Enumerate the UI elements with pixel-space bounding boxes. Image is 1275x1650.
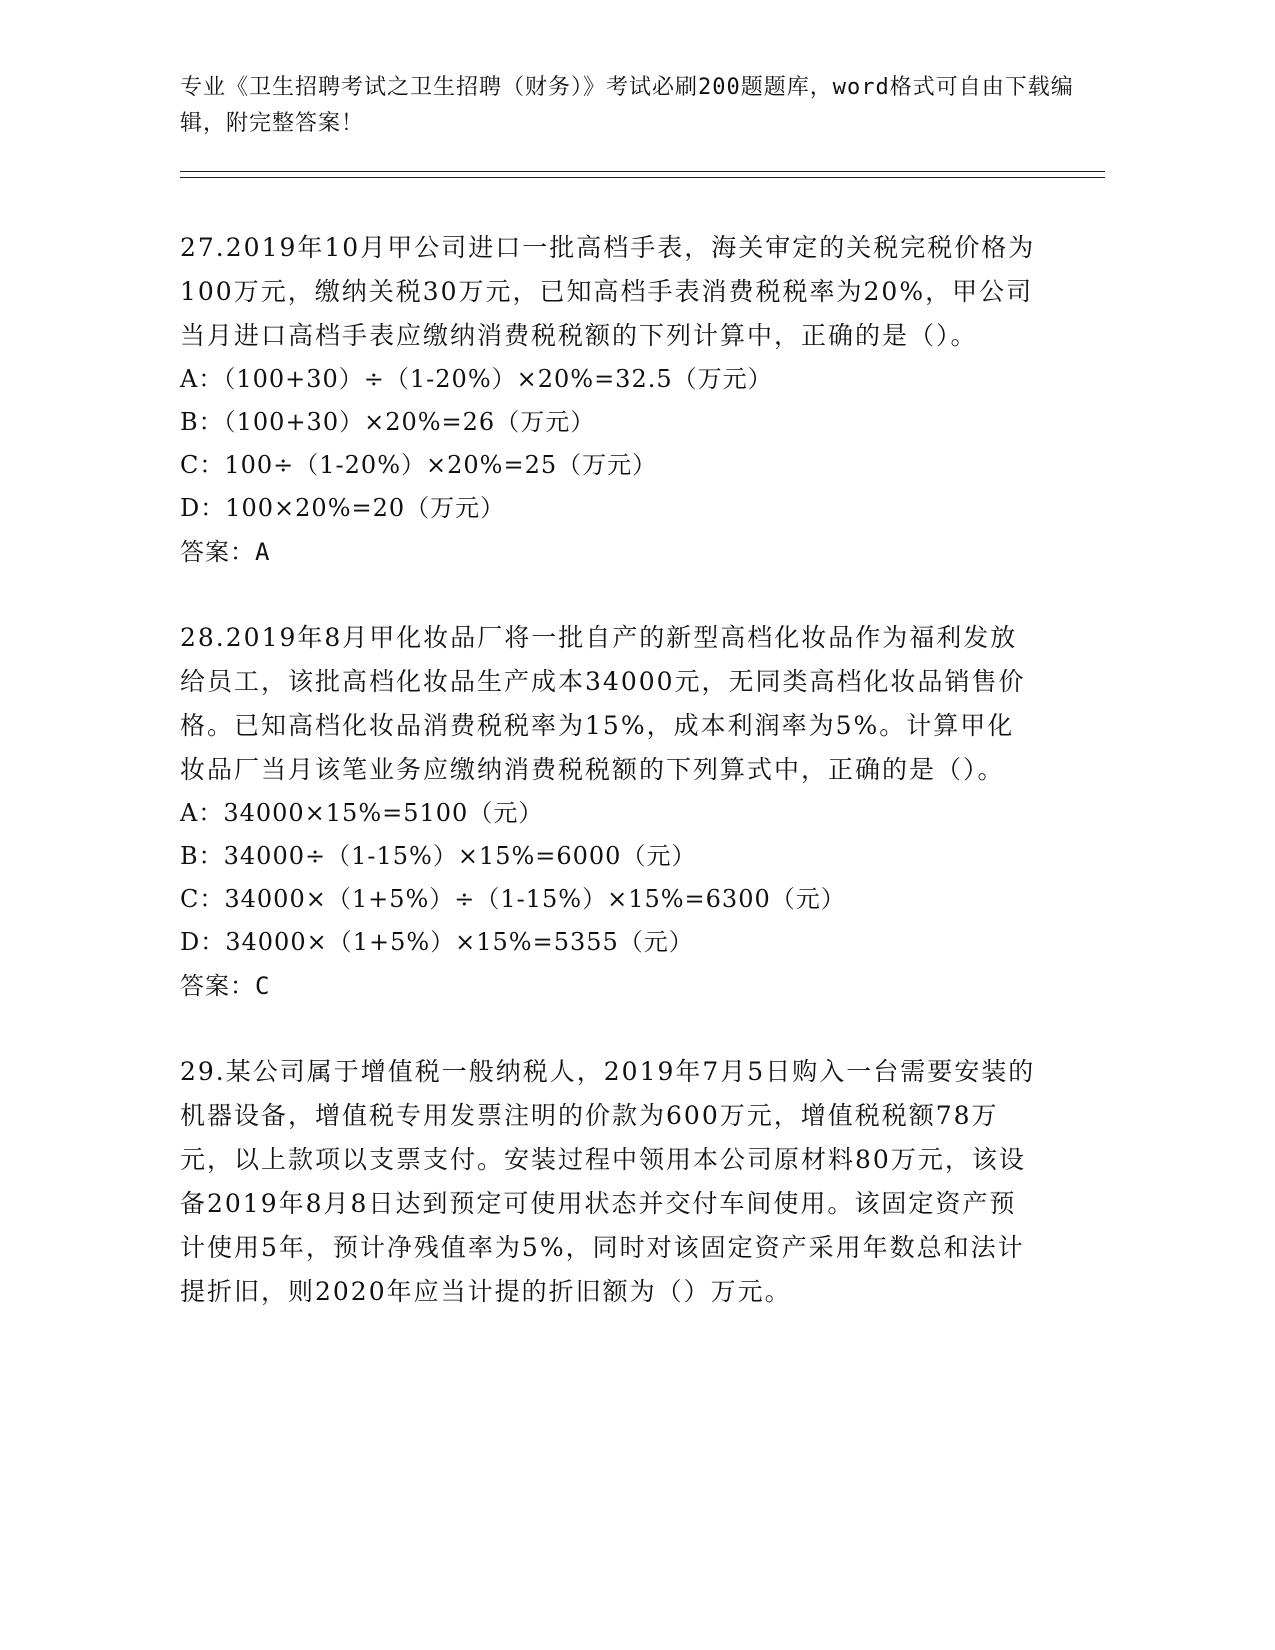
question-stem: 27.2019年10月甲公司进口一批高档手表，海关审定的关税完税价格为100万元，缴纳关税30万元，已知高档手表消费税税率为20%，甲公司当月进口高档手表应缴纳消费税税额的下列计算中，正确的是（）。 [180, 233, 1036, 350]
answer-line: 答案：C [180, 972, 271, 1000]
question-28 [180, 616, 1040, 1008]
option-b: B：34000÷（1-15%）×15%=6000（元） [180, 842, 697, 870]
question-list [180, 226, 1040, 1356]
option-c: C：34000×（1+5%）÷（1-15%）×15%=6300（元） [180, 885, 846, 913]
header-divider-top [180, 171, 1105, 172]
option-a: A：34000×15%=5100（元） [180, 799, 544, 827]
question-stem: 28.2019年8月甲化妆品厂将一批自产的新型高档化妆品作为福利发放给员工，该批高档化妆品生产成本34000元，无同类高档化妆品销售价格。已知高档化妆品消费税税率为15%，成本利润率为5%。计算甲化妆品厂当月该笔业务应缴纳消费税税额的下列算式中，正确的是（）。 [180, 623, 1026, 784]
option-d: D：100×20%=20（万元） [180, 494, 506, 522]
answer-line: 答案：A [180, 538, 271, 566]
option-c: C：100÷（1-20%）×20%=25（万元） [180, 451, 658, 479]
document-header: 专业《卫生招聘考试之卫生招聘（财务）》考试必刷200题题库，word格式可自由下载编辑，附完整答案！ [180, 75, 1074, 136]
header-divider-bottom [180, 177, 1105, 178]
question-29 [180, 1050, 1040, 1314]
option-a: A：（100+30）÷（1-20%）×20%=32.5（万元） [180, 365, 773, 393]
question-27 [180, 226, 1040, 574]
option-b: B：（100+30）×20%=26（万元） [180, 408, 596, 436]
option-d: D：34000×（1+5%）×15%=5355（元） [180, 928, 694, 956]
question-stem: 29.某公司属于增值税一般纳税人，2019年7月5日购入一台需要安装的机器设备，增值税专用发票注明的价款为600万元，增值税税额78万元，以上款项以支票支付。安装过程中领用本公司原材料80万元，该设备2019年8月8日达到预定可使用状态并交付车间使用。该固定资产预计使用5年，预计净残值率为5%，同时对该固定资产采用年数总和法计提折旧，则2020年应当计提的折旧额为（）万元。 [180, 1057, 1036, 1306]
